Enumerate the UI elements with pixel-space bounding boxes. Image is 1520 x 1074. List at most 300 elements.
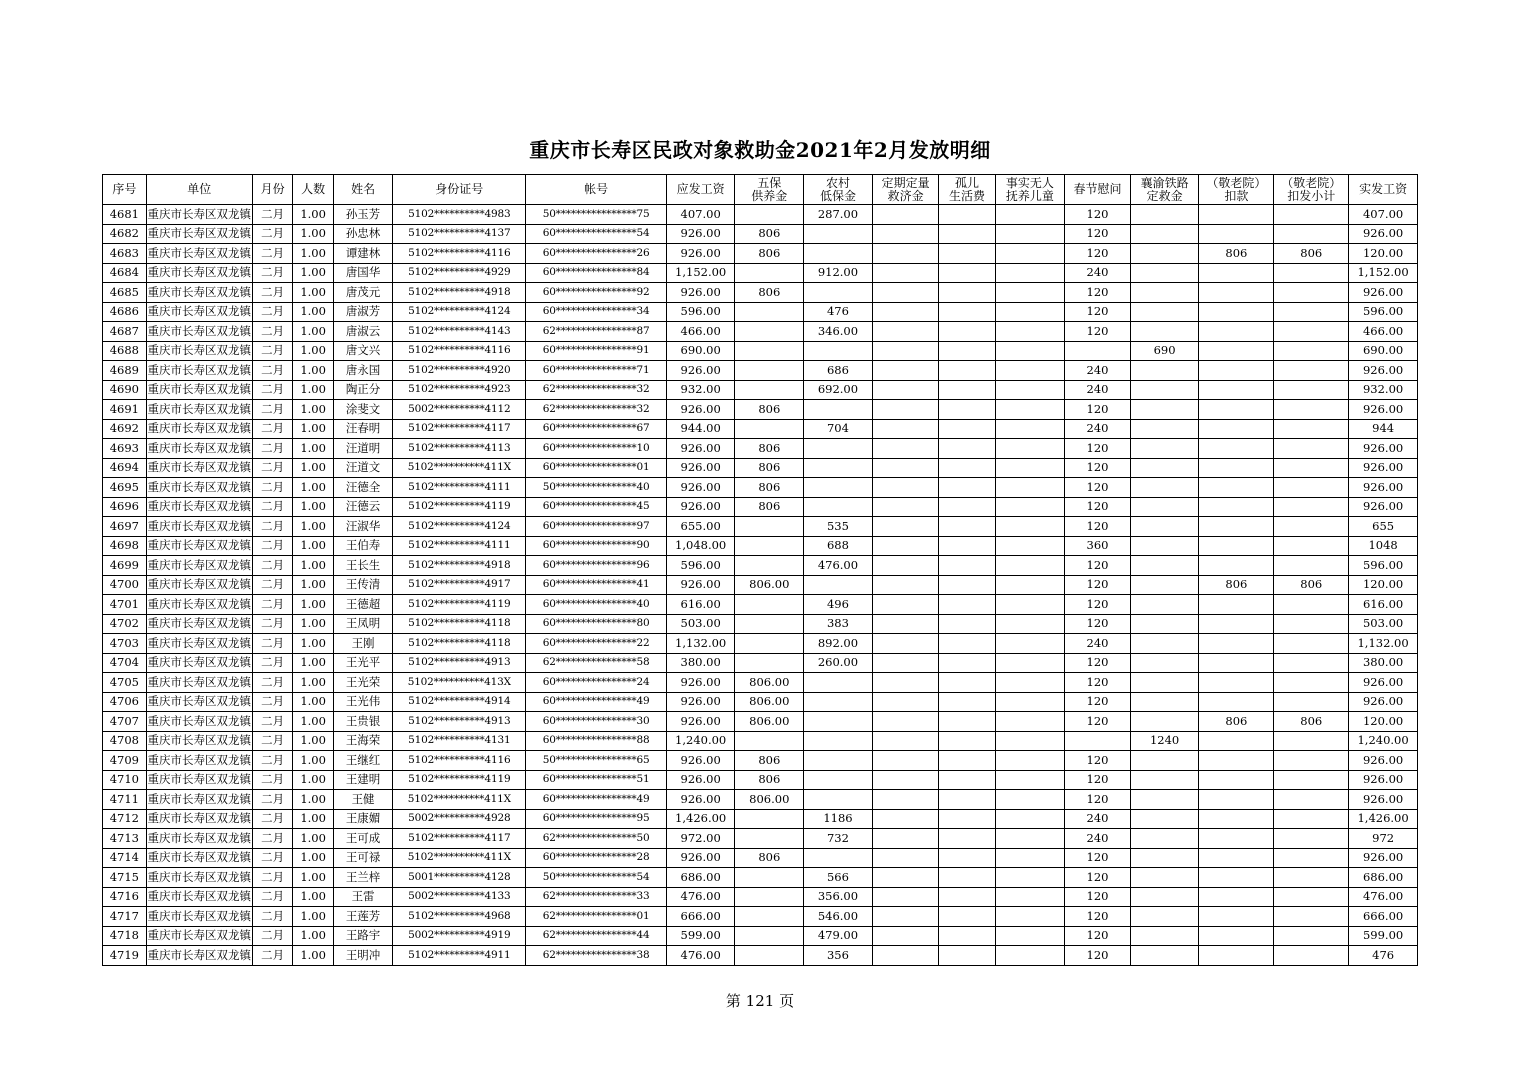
table-cell [1130,419,1199,439]
table-cell: 892.00 [804,634,873,654]
table-cell [1274,868,1349,888]
table-cell: 5102**********4914 [393,692,526,712]
table-cell: 60****************92 [526,283,666,303]
table-cell: 1.00 [293,692,334,712]
table-cell: 240 [1065,263,1131,283]
table-cell: 重庆市长寿区双龙镇 [146,595,252,615]
table-cell: 4698 [103,536,147,556]
table-cell: 926.00 [1349,848,1418,868]
table-cell: 1.00 [293,907,334,927]
table-cell [995,946,1065,966]
table-cell: 1.00 [293,595,334,615]
table-row [103,419,1418,439]
table-cell: 重庆市长寿区双龙镇 [146,283,252,303]
table-cell [872,263,939,283]
table-cell: 806 [735,439,804,459]
table-cell: 5102**********4143 [393,322,526,342]
table-cell: 汪道文 [333,458,392,478]
table-cell: 476.00 [804,556,873,576]
table-cell [995,634,1065,654]
table-cell [995,712,1065,732]
table-cell [939,712,995,732]
table-cell: 4682 [103,224,147,244]
table-cell: 62****************58 [526,653,666,673]
table-cell: 60****************01 [526,458,666,478]
table-cell: 926.00 [1349,283,1418,303]
column-header: 人数 [293,175,334,205]
table-cell [735,322,804,342]
table-cell: 596.00 [1349,302,1418,322]
table-cell [1199,809,1274,829]
table-cell: 重庆市长寿区双龙镇 [146,361,252,381]
table-cell: 60****************97 [526,517,666,537]
table-cell: 5102**********4111 [393,536,526,556]
table-cell: 60****************10 [526,439,666,459]
table-cell: 5102**********411X [393,848,526,868]
table-cell: 王伯寿 [333,536,392,556]
column-header: 事实无人 抚养儿童 [995,175,1065,205]
table-cell: 汪德云 [333,497,392,517]
table-cell: 806.00 [735,575,804,595]
table-cell [1130,575,1199,595]
table-cell: 806 [735,770,804,790]
table-cell: 二月 [252,361,293,381]
table-cell [1130,595,1199,615]
table-cell [1130,868,1199,888]
table-cell: 926.00 [1349,458,1418,478]
table-cell: 240 [1065,380,1131,400]
table-cell [872,575,939,595]
table-cell [939,692,995,712]
table-cell: 686.00 [1349,868,1418,888]
table-cell: 王继红 [333,751,392,771]
table-cell: 4717 [103,907,147,927]
table-cell: 806 [1274,712,1349,732]
table-cell: 重庆市长寿区双龙镇 [146,322,252,342]
table-cell: 926.00 [1349,361,1418,381]
table-cell: 476.00 [1349,887,1418,907]
table-cell [1130,770,1199,790]
table-cell: 120.00 [1349,244,1418,264]
table-cell: 806 [735,400,804,420]
table-cell [872,205,939,225]
table-cell [1199,868,1274,888]
table-cell: 4691 [103,400,147,420]
table-cell [939,634,995,654]
table-cell [995,458,1065,478]
table-row [103,556,1418,576]
table-cell: 535 [804,517,873,537]
table-cell [1274,341,1349,361]
table-cell: 二月 [252,614,293,634]
table-cell: 704 [804,419,873,439]
column-header: 襄渝铁路 定救金 [1130,175,1199,205]
table-cell: 476.00 [666,946,735,966]
table-cell: 407.00 [666,205,735,225]
table-cell: 二月 [252,907,293,927]
table-cell: 926.00 [1349,790,1418,810]
table-cell: 380.00 [666,653,735,673]
column-header: 五保 供养金 [735,175,804,205]
table-cell: 5102**********4124 [393,302,526,322]
table-cell: 重庆市长寿区双龙镇 [146,731,252,751]
table-row [103,809,1418,829]
table-cell: 二月 [252,283,293,303]
table-cell: 5102**********4118 [393,634,526,654]
table-cell: 120 [1065,946,1131,966]
table-cell [1199,536,1274,556]
table-cell: 1.00 [293,751,334,771]
table-cell: 汪道明 [333,439,392,459]
table-cell [995,595,1065,615]
table-cell: 5102**********4911 [393,946,526,966]
table-cell [939,478,995,498]
table-cell: 4707 [103,712,147,732]
column-header: 孤儿 生活费 [939,175,995,205]
table-cell [939,907,995,927]
table-row [103,263,1418,283]
table-cell: 926.00 [666,751,735,771]
table-cell [1130,536,1199,556]
table-cell [939,614,995,634]
table-cell: 王明冲 [333,946,392,966]
table-cell: 476 [1349,946,1418,966]
table-cell [735,731,804,751]
table-cell [1199,361,1274,381]
table-cell [939,361,995,381]
table-cell [1130,244,1199,264]
table-cell [1274,829,1349,849]
table-cell: 谭建林 [333,244,392,264]
table-cell [1274,790,1349,810]
table-cell: 62****************01 [526,907,666,927]
table-row [103,517,1418,537]
table-cell [872,517,939,537]
table-cell: 二月 [252,497,293,517]
table-cell: 926.00 [666,770,735,790]
column-header: 定期定量 救济金 [872,175,939,205]
table-cell [995,497,1065,517]
table-cell: 1,048.00 [666,536,735,556]
table-cell [995,302,1065,322]
column-header: 春节慰问 [1065,175,1131,205]
table-cell [1130,614,1199,634]
table-cell: 926.00 [666,361,735,381]
table-cell: 120 [1065,790,1131,810]
table-cell: 二月 [252,419,293,439]
table-cell: 4686 [103,302,147,322]
table-cell: 806 [1199,244,1274,264]
table-cell: 王光伟 [333,692,392,712]
table-cell: 5002**********4919 [393,926,526,946]
table-cell [872,283,939,303]
table-cell [1199,263,1274,283]
table-cell [939,244,995,264]
table-cell: 926.00 [1349,770,1418,790]
table-cell: 1.00 [293,653,334,673]
table-cell [735,595,804,615]
table-cell: 二月 [252,517,293,537]
table-cell: 932.00 [666,380,735,400]
table-cell [1274,536,1349,556]
table-cell: 1240 [1130,731,1199,751]
table-cell: 62****************33 [526,887,666,907]
table-cell: 120 [1065,439,1131,459]
column-header: （敬老院） 扣发小计 [1274,175,1349,205]
page-title: 重庆市长寿区民政对象救助金2021年2月发放明细 [529,138,991,162]
table-cell: 806 [735,244,804,264]
table-cell: 4712 [103,809,147,829]
table-cell: 1.00 [293,244,334,264]
table-cell [1199,400,1274,420]
table-cell [1199,419,1274,439]
table-cell: 5102**********4913 [393,712,526,732]
table-cell [872,478,939,498]
table-cell: 62****************38 [526,946,666,966]
table-cell [939,497,995,517]
table-cell: 120 [1065,770,1131,790]
table-cell [939,302,995,322]
table-cell [995,283,1065,303]
table-row [103,205,1418,225]
table-cell: 356 [804,946,873,966]
table-cell: 1,132.00 [1349,634,1418,654]
table-cell [735,926,804,946]
page-number: 第 121 页 [725,992,795,1010]
table-cell: 1.00 [293,458,334,478]
table-cell [995,439,1065,459]
table-cell: 62****************50 [526,829,666,849]
table-cell: 503.00 [666,614,735,634]
table-cell: 4700 [103,575,147,595]
table-cell: 60****************22 [526,634,666,654]
table-cell [872,712,939,732]
table-cell: 5001**********4128 [393,868,526,888]
table-cell [735,829,804,849]
table-cell: 926.00 [666,458,735,478]
table-cell [1274,361,1349,381]
table-cell [804,439,873,459]
table-cell: 60****************24 [526,673,666,693]
table-cell: 1.00 [293,419,334,439]
table-row [103,341,1418,361]
table-cell [1274,224,1349,244]
table-row [103,926,1418,946]
table-cell [1130,478,1199,498]
table-cell: 479.00 [804,926,873,946]
table-cell: 二月 [252,653,293,673]
table-row [103,848,1418,868]
table-cell [804,731,873,751]
table-cell: 926.00 [666,224,735,244]
table-cell: 重庆市长寿区双龙镇 [146,517,252,537]
table-cell: 806 [1199,712,1274,732]
table-cell [872,770,939,790]
table-cell [1199,322,1274,342]
table-cell: 1186 [804,809,873,829]
table-cell [735,341,804,361]
table-cell: 1.00 [293,536,334,556]
table-row [103,946,1418,966]
table-cell: 120 [1065,614,1131,634]
table-cell [804,458,873,478]
table-cell [735,653,804,673]
table-cell [939,868,995,888]
table-row [103,322,1418,342]
table-cell: 926.00 [666,497,735,517]
table-cell [872,556,939,576]
table-cell [1130,673,1199,693]
table-cell: 944 [1349,419,1418,439]
table-cell [872,536,939,556]
table-cell: 240 [1065,634,1131,654]
table-cell: 1,152.00 [1349,263,1418,283]
table-cell [1274,556,1349,576]
table-row [103,673,1418,693]
table-cell: 120 [1065,517,1131,537]
table-cell: 60****************71 [526,361,666,381]
table-cell: 重庆市长寿区双龙镇 [146,205,252,225]
table-cell: 62****************44 [526,926,666,946]
table-cell: 重庆市长寿区双龙镇 [146,887,252,907]
table-cell: 806 [735,224,804,244]
table-cell [1274,302,1349,322]
table-cell [804,770,873,790]
table-cell [1274,478,1349,498]
table-cell [735,205,804,225]
table-cell: 806.00 [735,673,804,693]
table-cell: 王光平 [333,653,392,673]
table-cell: 4681 [103,205,147,225]
table-row [103,536,1418,556]
table-cell: 120 [1065,458,1131,478]
table-cell [995,809,1065,829]
table-cell: 4716 [103,887,147,907]
table-row [103,829,1418,849]
table-cell: 4699 [103,556,147,576]
table-cell: 1.00 [293,790,334,810]
table-cell: 346.00 [804,322,873,342]
table-row [103,244,1418,264]
table-cell: 476.00 [666,887,735,907]
table-cell: 4695 [103,478,147,498]
table-cell [939,751,995,771]
table-cell: 356.00 [804,887,873,907]
table-row [103,575,1418,595]
table-cell: 806 [735,751,804,771]
table-cell [1274,848,1349,868]
table-cell: 60****************90 [526,536,666,556]
table-cell [872,224,939,244]
table-cell: 806 [1199,575,1274,595]
table-cell: 60****************80 [526,614,666,634]
table-cell [1199,614,1274,634]
table-cell [1199,556,1274,576]
table-cell: 二月 [252,322,293,342]
table-cell: 1.00 [293,439,334,459]
table-cell [735,868,804,888]
table-cell: 5102**********4116 [393,751,526,771]
table-cell: 655.00 [666,517,735,537]
table-cell [1274,809,1349,829]
table-cell [995,224,1065,244]
table-cell [1274,614,1349,634]
table-cell: 62****************87 [526,322,666,342]
table-cell: 50****************75 [526,205,666,225]
table-cell: 655 [1349,517,1418,537]
table-cell [804,575,873,595]
table-cell [995,770,1065,790]
table-cell: 120 [1065,302,1131,322]
table-cell [872,380,939,400]
table-cell [1130,517,1199,537]
table-cell [1130,458,1199,478]
table-cell: 120 [1065,653,1131,673]
table-row [103,692,1418,712]
table-cell [1199,731,1274,751]
table-cell: 5102**********4983 [393,205,526,225]
table-cell: 932.00 [1349,380,1418,400]
table-cell: 60****************91 [526,341,666,361]
table-row [103,614,1418,634]
table-cell: 5102**********4119 [393,770,526,790]
table-cell: 926.00 [1349,751,1418,771]
table-cell [1130,283,1199,303]
table-cell [1274,283,1349,303]
table-cell: 476 [804,302,873,322]
table-cell: 806.00 [735,790,804,810]
table-cell: 926.00 [666,575,735,595]
table-cell: 王德超 [333,595,392,615]
table-cell [995,263,1065,283]
table-cell [1274,380,1349,400]
table-cell [872,692,939,712]
table-cell: 686.00 [666,868,735,888]
table-row [103,224,1418,244]
table-cell [1130,751,1199,771]
table-cell [804,692,873,712]
table-cell: 240 [1065,809,1131,829]
table-cell: 二月 [252,770,293,790]
table-cell: 407.00 [1349,205,1418,225]
table-cell: 60****************96 [526,556,666,576]
table-cell: 重庆市长寿区双龙镇 [146,419,252,439]
table-cell: 5102**********4968 [393,907,526,927]
table-cell [1130,926,1199,946]
table-cell: 120 [1065,556,1131,576]
table-cell [939,595,995,615]
table-cell: 4706 [103,692,147,712]
table-cell: 二月 [252,263,293,283]
table-cell [1130,205,1199,225]
table-cell: 重庆市长寿区双龙镇 [146,946,252,966]
table-cell: 二月 [252,439,293,459]
table-cell [1130,907,1199,927]
table-cell [995,907,1065,927]
table-cell: 4687 [103,322,147,342]
table-cell [1130,653,1199,673]
table-cell [872,809,939,829]
table-cell: 1.00 [293,731,334,751]
table-cell [1199,790,1274,810]
table-cell: 5102**********4116 [393,341,526,361]
table-cell [1274,946,1349,966]
table-cell: 汪春明 [333,419,392,439]
table-cell [1199,946,1274,966]
table-cell: 二月 [252,809,293,829]
table-row [103,380,1418,400]
table-cell: 4704 [103,653,147,673]
